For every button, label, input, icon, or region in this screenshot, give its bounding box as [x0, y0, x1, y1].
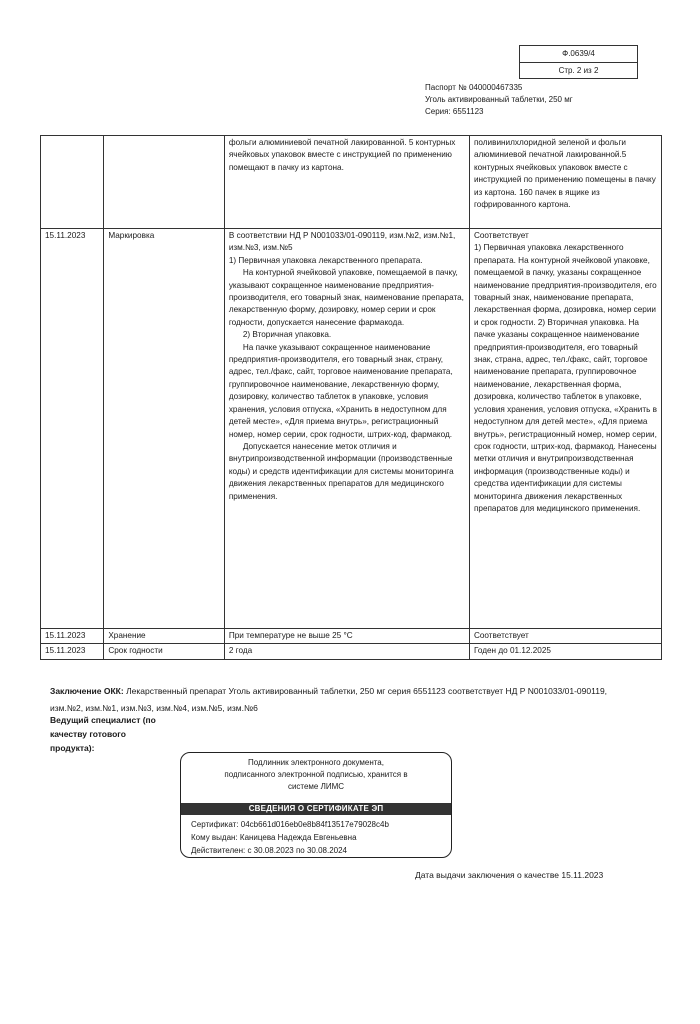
stamp-issued-to: Кому выдан: Каницева Надежда Евгеньевна	[191, 833, 357, 842]
stamp-line-2: подписанного электронной подписью, хранится в	[224, 770, 408, 779]
stamp-line-3: системе ЛИМС	[287, 782, 345, 791]
norm-primary-title: 1) Первичная упаковка лекарственного препарата.	[228, 255, 423, 265]
stamp-certificate: Сертификат: 04cb661d016eb0e8b84f13517e79028c4b	[191, 820, 389, 829]
conclusion	[50, 683, 610, 717]
cell-result: Годен до 01.12.2025	[469, 644, 661, 659]
cell-date: 15.11.2023	[41, 229, 104, 629]
norm-secondary-title: 2) Вторичная упаковка.	[242, 330, 332, 340]
cell-norm: 2 года	[224, 644, 469, 659]
cell-norm	[224, 229, 469, 629]
series-number: Серия: 6551123	[425, 107, 484, 116]
e-signature-stamp	[180, 752, 452, 858]
passport-header	[425, 82, 573, 118]
table-row	[41, 136, 662, 229]
cell-param: Хранение	[104, 629, 225, 644]
norm-reference: В соответствии НД Р N001033/01-090119, изм.№2, изм.№1, изм.№3, изм.№5	[228, 231, 456, 253]
stamp-line-1: Подлинник электронного документа,	[248, 758, 384, 767]
result-text: 1) Первичная упаковка лекарственного препарата. На контурной ячейковой упаковке, помещаемой в пачку, указаны сокращенное наименование предприятия-производителя, его товарный знак, наименование препарата, лекарственная форма, дозировка, номер серии и срок годности. 2) Вторичная упаковка. На пачке указаны сокращенное наименование предприятия-производителя, его товарный знак, страна, адрес, тел./факс, сайт, торговое наименование препарата, группировочное наименование, лекарственная форма, дозировка, количество таблеток в упаковке, условия хранения, условия отпуска, «Хранить в недоступном для детей месте», «Для приема внутрь», регистрационный номер, номер серии, срок годности, штрих-код, фармакод. Нанесены метки отличия и внутрипроизводственная информация (производственные коды) и средства идентификации для системы мониторинга движения лекарственных препаратов для медицинского применения.	[473, 243, 657, 513]
form-code-box	[519, 45, 638, 79]
quality-table	[40, 135, 662, 660]
passport-number: Паспорт № 040000467335	[425, 83, 523, 92]
cell-date	[41, 136, 104, 229]
specialist-label: Ведущий специалист (по качеству готового продукта):	[50, 715, 156, 753]
cell-date: 15.11.2023	[41, 644, 104, 659]
result-status: Соответствует	[473, 231, 529, 240]
form-code: Ф.0639/4	[520, 46, 637, 63]
cell-param	[104, 136, 225, 229]
stamp-valid: Действителен: с 30.08.2023 по 30.08.2024	[191, 846, 347, 855]
table-row	[41, 644, 662, 659]
norm-additional-text: Допускается нанесение меток отличия и внутрипроизводственной информации (производственные коды) и средств идентификации для системы мониторинга движения лекарственных препаратов для медицинского применения.	[228, 441, 454, 501]
cell-result: Соответствует	[469, 629, 661, 644]
cell-param: Маркировка	[104, 229, 225, 629]
table-row	[41, 229, 662, 629]
conclusion-label: Заключение ОКК:	[50, 686, 124, 696]
cell-norm: фольги алюминиевой печатной лакированной. 5 контурных ячейковых упаковок вместе с инструкцией по применению помещают в пачку из картона.	[224, 136, 469, 229]
norm-primary-text: На контурной ячейковой упаковке, помещаемой в пачку, указывают сокращенное наименование предприятия-производителя, его товарный знак, наименование препарата, лекарственную форму, дозировку, номер серии и срок годности, допускается нанесение фармакода.	[228, 268, 464, 327]
issue-date: Дата выдачи заключения о качестве 15.11.2023	[415, 870, 604, 880]
conclusion-text: Лекарственный препарат Уголь активированный таблетки, 250 мг серия 6551123 соответствует НД Р N001033/01-090119, изм.№2, изм.№1, изм.№3, изм.№4, изм.№5, изм.№6	[50, 686, 608, 713]
cell-result: поливинилхлоридной зеленой и фольги алюминиевой печатной лакированной.5 контурных ячейковых упаковок вместе с инструкцией по применению помещены в пачку из картона. 160 пачек в ящике из гофрированного картона.	[469, 136, 661, 229]
stamp-title-bar: СВЕДЕНИЯ О СЕРТИФИКАТЕ ЭП	[181, 803, 451, 815]
norm-secondary-text: На пачке указывают сокращенное наименование предприятия-производителя, его товарный знак, страну, адрес, тел./факс, сайт, торговое наименование препарата, группировочное наименование, лекарственную форму, дозировку, количество таблеток в упаковке, условия хранения, условия отпуска, «Хранить в недоступном для детей месте», «Для приема внутрь», регистрационный номер, номер серии, срок годности, штрих-код, фармакод.	[228, 342, 453, 439]
cell-param: Срок годности	[104, 644, 225, 659]
cell-result	[469, 229, 661, 629]
product-name: Уголь активированный таблетки, 250 мг	[425, 95, 573, 104]
table-row	[41, 629, 662, 644]
cell-date: 15.11.2023	[41, 629, 104, 644]
cell-norm: При температуре не выше 25 °С	[224, 629, 469, 644]
page-number: Стр. 2 из 2	[558, 66, 599, 75]
